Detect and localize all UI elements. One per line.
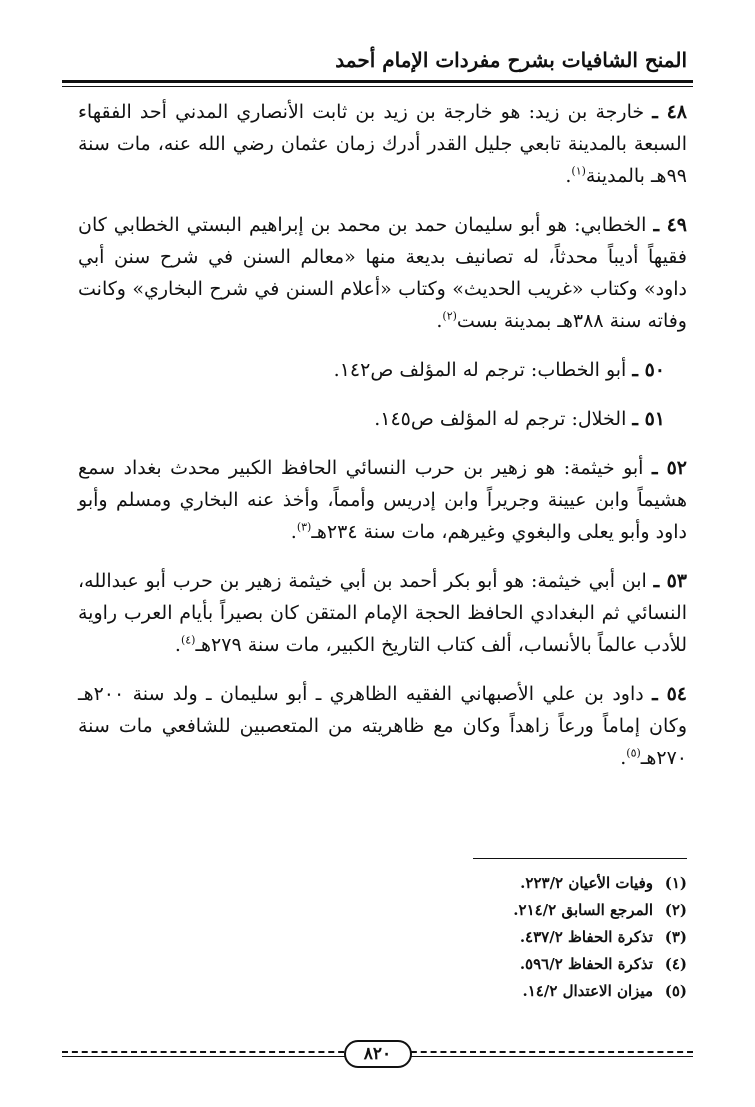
footnote-1 — [220, 870, 687, 897]
entry-number: ٥١ ـ — [632, 408, 665, 430]
footnote-ref: (٥) — [626, 746, 641, 760]
footnotes — [220, 870, 687, 1005]
footnote-number: (٥) — [664, 982, 687, 1000]
footnote-ref: (١) — [571, 164, 586, 178]
footnote-text: المرجع السابق ٢١٤/٢. — [513, 901, 653, 919]
entry-number: ٤٨ ـ — [652, 101, 687, 123]
entry-53 — [78, 565, 687, 661]
entry-number: ٥٣ ـ — [653, 570, 688, 592]
entry-number: ٤٩ ـ — [653, 214, 688, 236]
entry-end: . — [174, 634, 181, 656]
header-rule — [62, 80, 693, 83]
footer-dashed-rule-left — [62, 1051, 354, 1053]
footer-dashed-rule-right — [401, 1051, 693, 1053]
entry-text: داود بن علي الأصبهاني الفقيه الظاهري ـ أبو سليمان ـ ولد سنة ٢٠٠هـ وكان إماماً ورعاً زاهداً وكان مع ظاهريته من المتعصبين للشافعي مات سنة ٢٧٠هـ — [78, 683, 687, 769]
entry-number: ٥٠ ـ — [632, 359, 665, 381]
footer-rule-left — [62, 1056, 354, 1057]
footnote-number: (٤) — [664, 955, 687, 973]
footnote-3 — [220, 924, 687, 951]
entry-end: . — [290, 521, 297, 543]
entry-text: أبو خيثمة: هو زهير بن حرب النسائي الحافظ الكبير محدث بغداد سمع هشيماً وابن عيينة وجريراً وابن إدريس وأمماً، وأخذ عنه البخاري ومسلم وأبو داود وأبو يعلى والبغوي وغيرهم، مات سنة ٢٣٤هـ — [78, 457, 687, 543]
entry-52 — [78, 452, 687, 548]
entry-end: . — [620, 747, 627, 769]
entry-text: الخطابي: هو أبو سليمان حمد بن محمد بن إبراهيم البستي الخطابي كان فقيهاً أديباً محدثاً، له تصانيف بديعة منها «معالم السنن في شرح سنن أبي داود» وكتاب «غريب الحديث» وكتاب «أعلام السنن في شرح البخاري» وكانت وفاته سنة ٣٨٨هـ بمدينة بست — [78, 214, 687, 332]
entry-text: أبو الخطاب: ترجم له المؤلف ص١٤٢. — [333, 359, 627, 381]
footnote-text: ميزان الاعتدال ١٤/٢. — [522, 982, 653, 1000]
footnote-number: (٣) — [664, 928, 687, 946]
footer-rule-right — [401, 1056, 693, 1057]
entry-text: خارجة بن زيد: هو خارجة بن زيد بن ثابت الأنصاري المدني أحد الفقهاء السبعة بالمدينة تابعي جليل القدر أدرك زمان عثمان رضي الله عنه، مات سنة ٩٩هـ بالمدينة — [78, 101, 687, 187]
page-number: ٨٢٠ — [344, 1040, 412, 1068]
entry-end: . — [436, 310, 443, 332]
footnote-5 — [220, 978, 687, 1005]
footnote-separator — [473, 858, 687, 859]
entry-text: ابن أبي خيثمة: هو أبو بكر أحمد بن أبي خيثمة زهير بن حرب أبو عبدالله، النسائي ثم البغدادي الحافظ الحجة الإمام المتقن كان بصيراً بأيام العرب راوية للأدب عالماً بالأنساب، ألف كتاب التاريخ الكبير، مات سنة ٢٧٩هـ — [78, 570, 687, 656]
entry-51 — [78, 403, 687, 435]
header-rule-thin — [62, 86, 693, 87]
running-header-title: المنح الشافيات بشرح مفردات الإمام أحمد — [335, 48, 687, 72]
biography-entries — [78, 96, 687, 791]
entry-49 — [78, 209, 687, 337]
entry-number: ٥٢ ـ — [651, 457, 687, 479]
entry-50 — [78, 354, 687, 386]
footnote-text: تذكرة الحفاظ ٤٣٧/٢. — [519, 928, 653, 946]
footnote-ref: (٣) — [296, 520, 312, 534]
footnote-ref: (٤) — [180, 633, 196, 647]
entry-48 — [78, 96, 687, 192]
footnote-ref: (٢) — [442, 309, 457, 323]
entry-number: ٥٤ ـ — [652, 683, 687, 705]
footnote-text: تذكرة الحفاظ ٥٩٦/٢. — [519, 955, 653, 973]
page-footer — [62, 1040, 693, 1066]
footnote-text: وفيات الأعيان ٢٢٣/٢. — [520, 874, 653, 892]
footnote-4 — [220, 951, 687, 978]
footnote-number: (٢) — [664, 901, 687, 919]
entry-text: الخلال: ترجم له المؤلف ص١٤٥. — [374, 408, 627, 430]
entry-end: . — [565, 165, 572, 187]
footnote-2 — [220, 897, 687, 924]
footnote-number: (١) — [664, 874, 687, 892]
entry-54 — [78, 678, 687, 774]
